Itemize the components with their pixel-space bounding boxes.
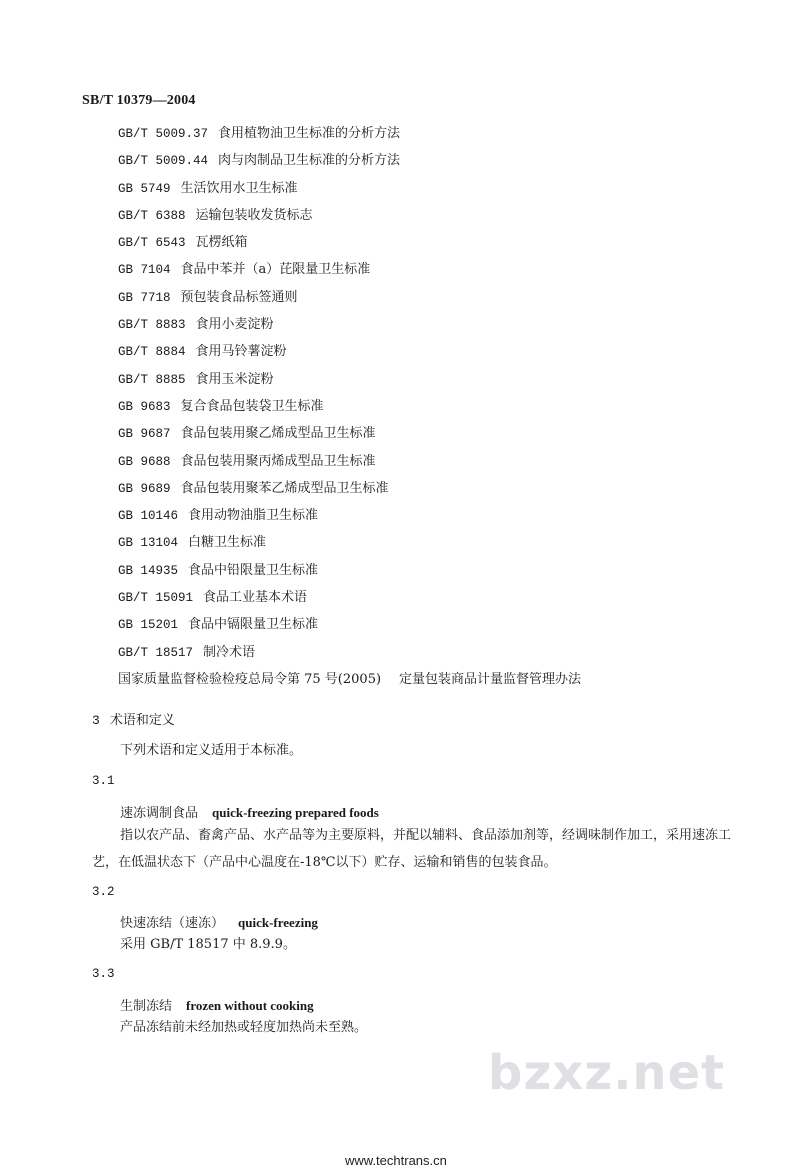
watermark-text: bzxz.net [488, 1045, 726, 1101]
term-definition-text: 指以农产品、畜禽产品、水产品等为主要原料，并配以辅料、食品添加剂等，经调味制作加工，采用速冻工艺，在低温状态下（产品中心温度在-18℃以下）贮存、运输和销售的包装食品。 [92, 828, 732, 870]
reference-code: GB 14935 [118, 563, 179, 578]
reference-title: 食品包装用聚苯乙烯成型品卫生标准 [180, 480, 389, 496]
reference-title: 食用玉米淀粉 [195, 371, 274, 387]
reference-item [118, 584, 581, 611]
reference-item [118, 393, 581, 420]
reference-title: 食品中镉限量卫生标准 [188, 617, 319, 633]
term-chinese: 生制冻结 [120, 999, 173, 1014]
reference-title: 食用植物油卫生标准的分析方法 [218, 126, 401, 141]
reference-title: 白糖卫生标准 [188, 535, 267, 551]
reference-title: 食品包装用聚丙烯成型品卫生标准 [180, 453, 376, 469]
reference-item [118, 420, 581, 447]
reference-item [118, 557, 581, 584]
reference-title: 食品包装用聚乙烯成型品卫生标准 [180, 426, 376, 442]
term-definition: 采用 GB/T 18517 中 8.9.9。 [120, 937, 296, 952]
reference-code: GB/T 5009.37 [118, 127, 209, 141]
reference-item [118, 120, 581, 147]
reference-title: 肉与肉制品卫生标准的分析方法 [218, 153, 401, 169]
reference-code: GB/T 8885 [118, 372, 186, 387]
reference-title: 食用小麦淀粉 [195, 317, 274, 333]
reference-item [118, 147, 581, 174]
reference-code: GB 10146 [118, 509, 179, 524]
reference-code: GB/T 6388 [118, 208, 186, 223]
reference-item [118, 256, 581, 283]
section-intro: 下列术语和定义适用于本标准。 [120, 743, 303, 758]
term-heading [120, 802, 379, 821]
reference-item [118, 338, 581, 365]
reference-title: 预包装食品标签通则 [180, 289, 298, 305]
term-chinese: 速冻调制食品 [120, 806, 199, 821]
term-english: quick-freezing [238, 915, 318, 930]
term-number: 3.3 [92, 967, 115, 981]
reference-code: GB/T 15091 [118, 591, 194, 606]
reference-item [118, 311, 581, 338]
reference-title: 食品中铅限量卫生标准 [188, 562, 319, 578]
reference-title: 运输包装收发货标志 [195, 207, 313, 223]
term-definition: 产品冻结前未经加热或轻度加热尚未至熟。 [120, 1020, 368, 1035]
reference-item [118, 448, 581, 475]
reference-item [118, 639, 581, 666]
reference-title: 食用马铃薯淀粉 [195, 344, 287, 360]
term-heading [120, 995, 314, 1014]
reference-code: GB/T 5009.44 [118, 154, 209, 169]
reference-title: 食用动物油脂卫生标准 [188, 508, 319, 524]
reference-code: GB 9689 [118, 481, 171, 496]
reference-code: GB 9683 [118, 399, 171, 414]
standard-number-header: SB/T 10379—2004 [82, 93, 196, 108]
reference-item [118, 502, 581, 529]
section-number: 3 [92, 713, 100, 728]
reference-code: GB 9688 [118, 454, 171, 469]
reference-code: GB 5749 [118, 181, 171, 196]
reference-item [118, 175, 581, 202]
reference-code: GB 7718 [118, 290, 171, 305]
reference-code: GB 15201 [118, 618, 179, 633]
term-chinese: 快速冻结（速冻） [120, 916, 225, 931]
reference-item [118, 284, 581, 311]
term-english: frozen without cooking [186, 998, 314, 1013]
footer-url: www.techtrans.cn [345, 1153, 447, 1168]
section-heading [92, 709, 175, 728]
reference-title: 制冷术语 [203, 644, 256, 660]
reference-code: GB/T 8884 [118, 345, 186, 360]
reference-code: GB 7104 [118, 263, 171, 278]
reference-item [118, 475, 581, 502]
term-definition [92, 822, 732, 876]
reference-item [118, 366, 581, 393]
reference-item [118, 529, 581, 556]
reference-item [118, 202, 581, 229]
reference-title: 食品工业基本术语 [203, 590, 308, 606]
reference-item [118, 229, 581, 256]
reference-code: GB 9687 [118, 427, 171, 442]
reference-code: GB/T 8883 [118, 318, 186, 333]
term-heading [120, 912, 318, 931]
reference-item [118, 611, 581, 638]
reference-title: 瓦楞纸箱 [195, 235, 248, 251]
reference-title: 生活饮用水卫生标准 [180, 180, 298, 196]
reference-title: 食品中苯并（a）芘限量卫生标准 [180, 262, 371, 278]
reference-code: GB/T 6543 [118, 236, 186, 251]
normative-references-list [118, 120, 581, 693]
reference-title: 复合食品包装袋卫生标准 [180, 398, 324, 414]
term-number: 3.2 [92, 885, 115, 899]
term-english: quick-freezing prepared foods [212, 805, 379, 820]
reference-title: 定量包装商品计量监督管理办法 [399, 671, 582, 687]
reference-code: GB 13104 [118, 536, 179, 551]
section-title: 术语和定义 [109, 713, 175, 728]
term-number: 3.1 [92, 774, 115, 788]
reference-item [118, 666, 581, 693]
reference-code: 国家质量监督检验检疫总局令第 75 号(2005) [118, 671, 382, 687]
reference-code: GB/T 18517 [118, 645, 194, 660]
